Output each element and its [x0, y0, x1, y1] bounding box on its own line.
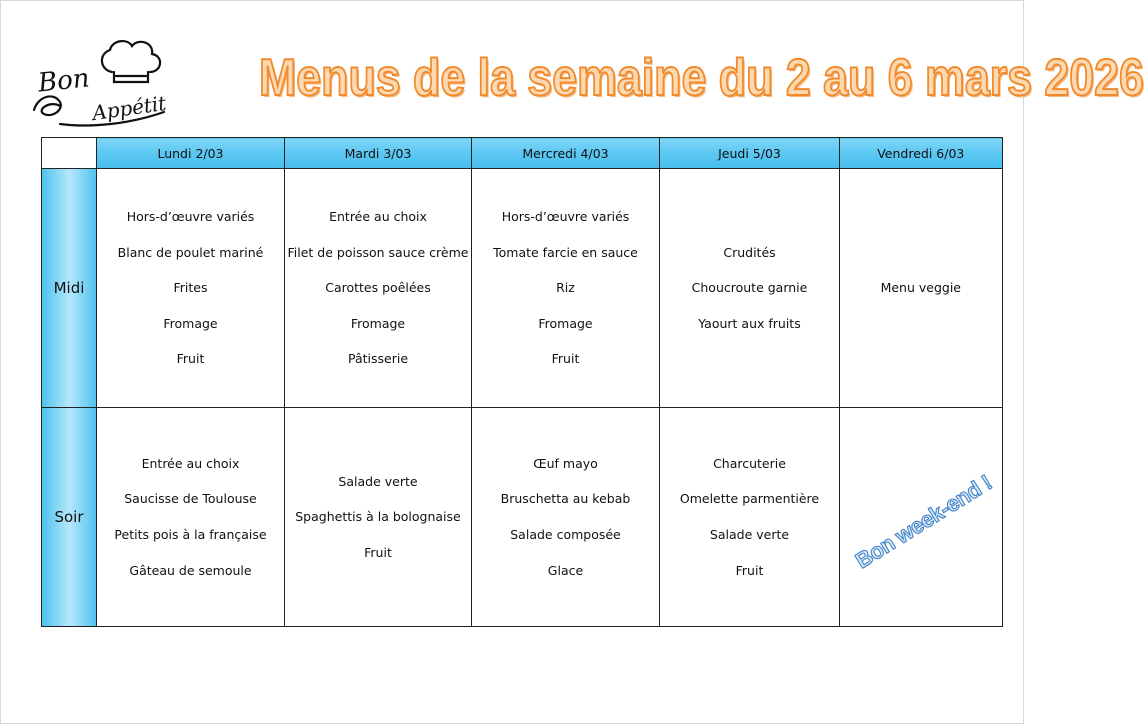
day-header: Jeudi 5/03 [660, 138, 840, 169]
dish-item: Entrée au choix [329, 209, 427, 225]
day-header: Mercredi 4/03 [472, 138, 660, 169]
dish-item: Fruit [551, 351, 580, 367]
day-header-row [42, 138, 1003, 169]
dish-item: Fruit [364, 544, 392, 560]
dish-item: Carottes poêlées [325, 280, 431, 296]
dish-item: Fromage [163, 315, 218, 331]
dish-item: Saucisse de Toulouse [124, 491, 257, 507]
dish-item: Yaourt aux fruits [698, 315, 801, 331]
row-label-midi: Midi [42, 169, 97, 408]
dish-item: Charcuterie [713, 455, 786, 471]
dish-item: Petits pois à la française [114, 527, 267, 542]
dish-item: Gâteau de semoule [129, 562, 252, 578]
dish-item: Hors-d’œuvre variés [501, 209, 630, 225]
dish-item: Crudités [723, 244, 776, 260]
dish-item: Frites [173, 280, 208, 296]
dish-item: Salade verte [338, 473, 418, 489]
menu-cell [472, 169, 660, 408]
dish-item: Œuf mayo [533, 455, 598, 471]
menu-cell [472, 408, 660, 627]
day-header: Mardi 3/03 [285, 138, 472, 169]
dish-item: Fruit [735, 562, 764, 578]
menu-cell [285, 169, 472, 408]
dish-item: Salade verte [709, 527, 790, 542]
dish-item: Spaghettis à la bolognaise [295, 509, 461, 525]
row-label-soir: Soir [42, 408, 97, 627]
dish-item: Hors-d’œuvre variés [126, 209, 255, 225]
day-header: Lundi 2/03 [97, 138, 285, 169]
midi-row [42, 169, 1003, 408]
dish-item: Glace [547, 562, 584, 578]
menu-cell [97, 169, 285, 408]
dish-item: Fruit [176, 351, 205, 367]
menu-cell [660, 169, 840, 408]
dish-item: Filet de poisson sauce crème [287, 244, 469, 260]
page-title: Menus de la semaine du 2 au 6 mars 2026 [259, 49, 1144, 107]
menu-cell [840, 169, 1003, 408]
day-header: Vendredi 6/03 [840, 138, 1003, 169]
dish-item: Entrée au choix [141, 455, 240, 471]
menu-cell [285, 408, 472, 627]
menu-cell [660, 408, 840, 627]
dish-item: Fromage [350, 315, 406, 331]
dish-item: Menu veggie [880, 280, 961, 296]
dish-item: Omelette parmentière [679, 491, 820, 507]
dish-item: Riz [556, 280, 575, 296]
dish-item: Fromage [538, 315, 593, 331]
bon-appetit-logo [30, 36, 170, 131]
dish-item: Salade composée [510, 527, 621, 542]
weekend-cell [840, 408, 1003, 627]
logo-text-bon: Bon [36, 63, 91, 99]
logo-text-appetit: Appétit [90, 90, 168, 126]
weekend-message: Bon week-end ! [850, 469, 997, 574]
corner-cell [42, 138, 97, 169]
soir-row [42, 408, 1003, 627]
dish-item: Bruschetta au kebab [500, 491, 631, 507]
menu-cell [97, 408, 285, 627]
dish-item: Tomate farcie en sauce [493, 244, 638, 260]
dish-item: Blanc de poulet mariné [117, 244, 264, 260]
dish-item: Pâtisserie [347, 351, 409, 367]
dish-item: Choucroute garnie [691, 280, 808, 296]
menu-table [41, 137, 1003, 627]
